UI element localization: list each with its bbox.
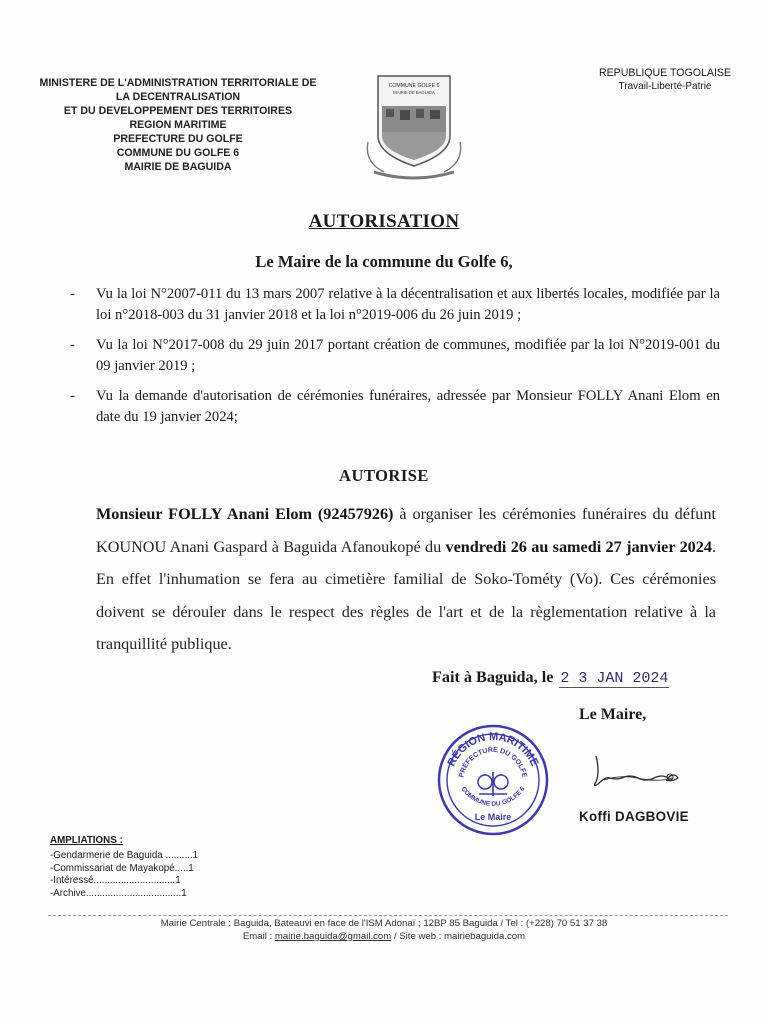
ministry-line: MINISTERE DE L'ADMINISTRATION TERRITORIALE DE bbox=[39, 77, 317, 89]
distribution-item: -Archive...................................1 bbox=[50, 888, 187, 900]
place-date-line bbox=[432, 668, 669, 688]
date-stamp: 2 3 JAN 2024 bbox=[560, 670, 669, 687]
website-text: / Site web : mairiebaguida.com bbox=[391, 931, 526, 942]
commune-emblem-icon bbox=[356, 72, 472, 184]
republic-header bbox=[580, 66, 750, 94]
footer-address: Mairie Centrale : Baguida, Bateauvi en face de l'ISM Adonaï ; 12BP 85 Baguida / Tel : (+228) 70 51 37 38 bbox=[160, 918, 608, 929]
footer-contact bbox=[0, 930, 768, 943]
republic-motto: Travail-Liberté-Patrie bbox=[618, 81, 712, 92]
footer bbox=[0, 917, 768, 943]
region-line: REGION MARITIME bbox=[129, 119, 227, 131]
distribution-heading: AMPLIATIONS : bbox=[50, 835, 123, 846]
consideration-text: Vu la loi N°2017-008 du 29 juin 2017 portant création de communes, modifiée par la loi N°2019-001 du 09 janvier 2019 ; bbox=[96, 337, 720, 374]
considerations-list bbox=[70, 284, 720, 437]
ministry-line: LA DECENTRALISATION bbox=[115, 91, 241, 103]
document-subtitle: Le Maire de la commune du Golfe 6, bbox=[255, 252, 513, 271]
svg-text:Le Maire: Le Maire bbox=[474, 812, 512, 822]
consideration-text: Vu la loi N°2007-011 du 13 mars 2007 relative à la décentralisation et aux libertés locales, modifiée par la loi n°2018-003 du 31 janvier 2018 et la loi n°2019-006 du 26 juin 2019 ; bbox=[96, 286, 720, 323]
official-stamp-icon bbox=[435, 722, 551, 838]
mayor-name: Koffi DAGBOVIE bbox=[579, 809, 689, 824]
svg-text:MAIRIE DE BAGUIDA: MAIRIE DE BAGUIDA bbox=[393, 90, 435, 95]
mayor-title: Le Maire, bbox=[579, 706, 647, 723]
mayor-signature bbox=[582, 748, 692, 796]
beneficiary-name: Monsieur FOLLY Anani Elom (92457926) bbox=[96, 505, 394, 523]
document-title: AUTORISATION bbox=[308, 211, 460, 232]
distribution-item: -Gendarmerie de Baguida ..........1 bbox=[50, 849, 199, 861]
mairie-line: MAIRIE DE BAGUIDA bbox=[124, 161, 232, 173]
distribution-list bbox=[50, 835, 198, 901]
prefecture-line: PREFECTURE DU GOLFE bbox=[113, 133, 243, 145]
svg-text:COMMUNE GOLFE 6: COMMUNE GOLFE 6 bbox=[388, 83, 440, 89]
consideration-item: - Vu la loi N°2007-011 du 13 mars 2007 relative à la décentralisation et aux libertés locales, modifiée par la loi n°2018-003 du 31 janvier 2018 et la loi n°2019-006 du 26 juin 2019 ; bbox=[70, 286, 720, 323]
ministry-line: ET DU DEVELOPPEMENT DES TERRITOIRES bbox=[63, 105, 293, 117]
consideration-text: Vu la demande d'autorisation de cérémonies funéraires, adressée par Monsieur FOLLY Anani Elom en date du 19 janvier 2024; bbox=[96, 388, 720, 425]
republic-name: REPUBLIQUE TOGOLAISE bbox=[598, 67, 732, 79]
email-label: Email : bbox=[242, 931, 275, 942]
svg-text:PRÉFECTURE DU GOLFE: PRÉFECTURE DU GOLFE bbox=[458, 746, 528, 779]
svg-text:RÉGION MARITIME: RÉGION MARITIME bbox=[445, 730, 541, 769]
decision-heading: AUTORISE bbox=[339, 466, 429, 485]
footer-divider bbox=[48, 915, 728, 916]
body-text-part1: à organiser les cérémonies funéraires du défunt KOUNOU Anani Gaspard à Baguida Afanoukopé du bbox=[96, 505, 716, 556]
distribution-item: -Intéressé..............................1 bbox=[50, 875, 181, 887]
distribution-item: -Commissariat de Mayakopé.....1 bbox=[50, 862, 194, 874]
commune-line: COMMUNE DU GOLFE 6 bbox=[116, 147, 240, 159]
body-text-part2: . En effet l'inhumation se fera au cimetière familial de Soko-Tométy (Vo). Ces cérémonies doivent se dérouler dans le respect des règles de l'art et de la règlementation relative à la tranquillité publique. bbox=[96, 537, 716, 653]
place-label: Fait à Baguida, le bbox=[432, 668, 554, 686]
ministry-header bbox=[28, 76, 328, 174]
svg-text:COMMUNE DU GOLFE 6: COMMUNE DU GOLFE 6 bbox=[459, 785, 527, 808]
ceremony-period: vendredi 26 au samedi 27 janvier 2024 bbox=[445, 537, 712, 556]
consideration-item: - Vu la demande d'autorisation de cérémonies funéraires, adressée par Monsieur FOLLY Anani Elom en date du 19 janvier 2024; bbox=[70, 388, 720, 425]
email-link[interactable]: mairie.baguida@gmail.com bbox=[274, 931, 392, 942]
authorization-body bbox=[96, 498, 716, 661]
consideration-item: - Vu la loi N°2017-008 du 29 juin 2017 portant création de communes, modifiée par la loi N°2019-001 du 09 janvier 2019 ; bbox=[70, 337, 720, 374]
